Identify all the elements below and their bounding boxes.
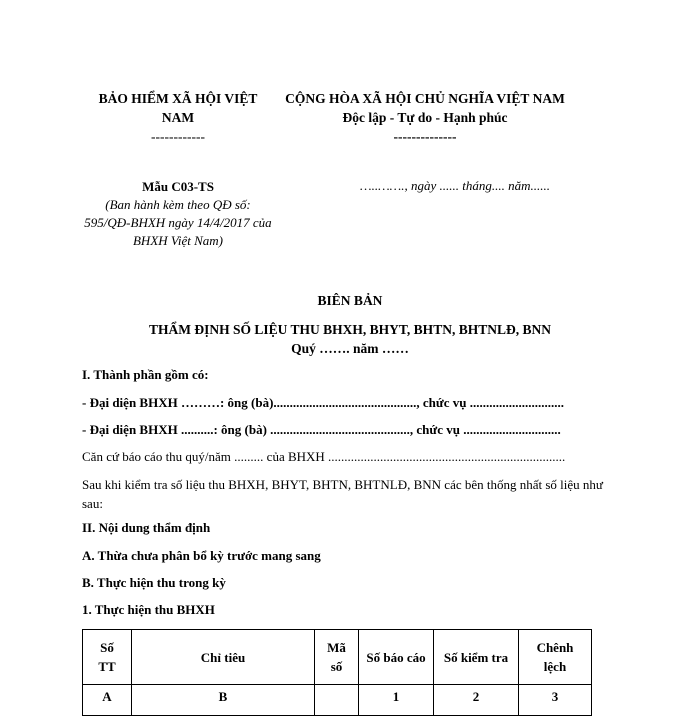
index-cell: 2 [434,685,519,716]
part-b1-heading: 1. Thực hiện thu BHXH [82,602,215,617]
col-header-indicator: Chỉ tiêu [132,630,315,685]
col-header-no: Số TT [83,630,132,685]
index-cell [315,685,359,716]
document-title: BIÊN BẢN [317,293,383,308]
index-cell: A [83,685,132,716]
basis-line: Căn cứ báo cáo thu quý/năm ......... của BHXH ......................................................................... [82,449,566,464]
form-issuance-note: (Ban hành kèm theo QĐ số: 595/QĐ-BHXH ngày 14/4/2017 của BHXH Việt Nam) [84,197,272,248]
part-a-heading: A. Thừa chưa phân bổ kỳ trước mang sang [82,548,321,563]
issuing-agency-block [82,89,274,146]
national-title-block [285,89,565,146]
index-cell: 1 [359,685,434,716]
document-subtitle: THẨM ĐỊNH SỐ LIỆU THU BHXH, BHYT, BHTN, BHTNLĐ, BNN [149,322,551,337]
quarter-line: Quý ……. năm …… [291,341,409,356]
representative-line-2: - Đại diện BHXH ..........: ông (bà) ..........................................., chức vụ .............................. [82,422,561,437]
col-header-reported: Số báo cáo [359,630,434,685]
table-index-row [83,685,592,716]
agreement-paragraph: Sau khi kiểm tra số liệu thu BHXH, BHYT, BHTN, BHTNLĐ, BNN các bên thống nhất số liệu như sau: [82,477,603,511]
form-code-block [82,178,274,250]
issuing-agency-divider: ------------ [151,129,205,144]
form-code: Mẫu C03-TS [142,179,214,194]
national-title: CỘNG HÒA XÃ HỘI CHỦ NGHĨA VIỆT NAM [285,91,565,106]
section-1-heading: I. Thành phần gồm có: [82,367,209,382]
col-header-difference: Chênh lệch [519,630,592,685]
document-subtitle-block [0,320,700,358]
part-b-heading: B. Thực hiện thu trong kỳ [82,575,226,590]
section-2-heading: II. Nội dung thẩm định [82,520,211,535]
col-header-verified: Số kiểm tra [434,630,519,685]
table-header-row [83,630,592,685]
issuing-agency-name: BẢO HIỂM XÃ HỘI VIỆT NAM [98,91,258,125]
bhxh-collection-table [82,629,592,716]
national-motto: Độc lập - Tự do - Hạnh phúc [342,110,508,125]
date-line: …..……., ngày ...... tháng.... năm...... [360,178,550,193]
representative-line-1: - Đại diện BHXH ………: ông (bà)............................................, chức vụ ............................. [82,395,564,410]
col-header-code: Mã số [315,630,359,685]
index-cell: 3 [519,685,592,716]
national-motto-divider: -------------- [393,129,457,144]
index-cell: B [132,685,315,716]
